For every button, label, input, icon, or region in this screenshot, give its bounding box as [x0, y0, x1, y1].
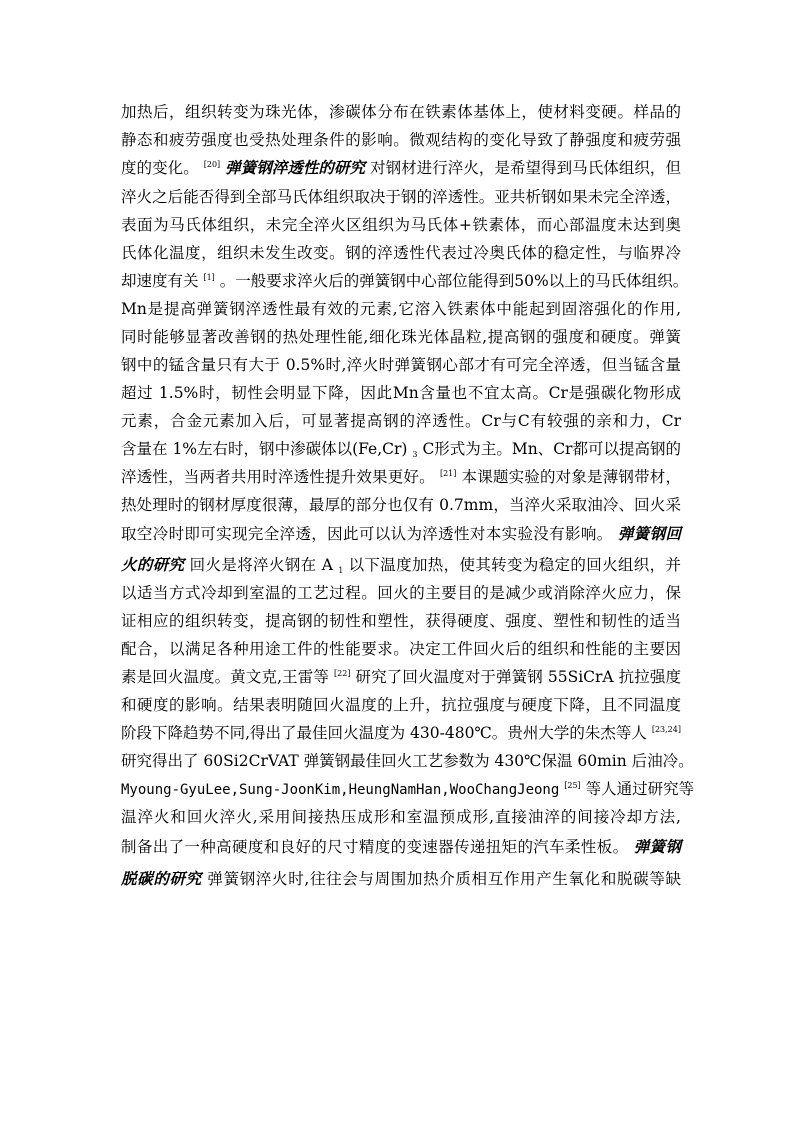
text-line [121, 155, 681, 181]
text-run: 回火是将淬火钢在 A [189, 556, 333, 574]
text-line [121, 268, 689, 294]
section-heading: 脱碳的研究 [121, 870, 202, 888]
text-run: 加热后，组织转变为珠光体，渗碳体分布在铁素体基体上，使材料变硬。样品的 [121, 103, 681, 121]
text-run: 制备出了一种高硬度和良好的尺寸精度的变速器传递扭矩的汽车柔性板。 [121, 838, 629, 856]
text-line [121, 866, 681, 892]
author-names: Myoung-GyuLee,Sung-JoonKim,HeungNamHan,WooChangJeong [121, 782, 560, 798]
text-line [121, 692, 681, 718]
text-line [121, 184, 681, 210]
text-run: 。一般要求淬火后的弹簧钢中心部位能得到50%以上的马氏体组织。 [219, 272, 689, 290]
citation-ref: [21] [439, 469, 457, 478]
text-line [121, 720, 681, 746]
text-line [121, 521, 681, 547]
section-heading: 弹簧钢 [633, 838, 681, 856]
text-line [121, 580, 681, 606]
text-line [121, 99, 681, 125]
text-line [121, 804, 681, 830]
text-run: 和硬度的影响。结果表明随回火温度的上升，抗拉强度与硬度下降，且不同温度 [121, 696, 681, 714]
text-line [121, 636, 681, 662]
text-run: 以下温度加热，使其转变为稳定的回火组织，并 [348, 556, 681, 574]
text-run: 研究得出了 60Si2CrVAT 弹簧钢最佳回火工艺参数为 430℃保温 60min 后油冷。 [121, 752, 694, 770]
citation-ref: [20] [203, 160, 221, 169]
text-line [121, 464, 681, 490]
text-run: 元素，合金元素加入后，可显著提高钢的淬透性。Cr与C有较强的亲和力，Cr [121, 412, 681, 430]
text-run: 温淬火和回火淬火,采用间接热压成形和室温预成形,直接油淬的间接冷却方法, [121, 808, 681, 826]
text-run: C形式为主。Mn、Cr都可以提高钢的 [422, 440, 681, 458]
section-heading: 火的研究 [121, 556, 185, 574]
text-run: 等人通过研究等 [585, 780, 695, 798]
citation-ref: [1] [203, 273, 215, 282]
text-run: 配合，以满足各种用途工件的性能要求。决定工件回火后的组织和性能的主要因 [121, 640, 681, 658]
text-run: 表面为马氏体组织，未完全淬火区组织为马氏体+铁素体，而心部温度未达到奥 [121, 216, 681, 234]
text-line [121, 436, 681, 462]
text-run: 证相应的组织转变，提高钢的韧性和塑性，获得硬度、强度、塑性和韧性的适当 [121, 612, 681, 630]
text-line [121, 608, 681, 634]
text-run: Mn是提高弹簧钢淬透性最有效的元素,它溶入铁素体中能起到固溶强化的作用, [121, 300, 681, 318]
text-run: 阶段下降趋势不同,得出了最佳回火温度为 430-480℃。贵州大学的朱杰等人 [121, 724, 647, 742]
text-line [121, 408, 681, 434]
text-run: 静态和疲劳强度也受热处理条件的影响。微观结构的变化导致了静强度和疲劳强 [121, 131, 681, 149]
text-line [121, 240, 681, 266]
text-line [121, 212, 681, 238]
text-run: 弹簧钢淬火时,往往会与周围加热介质相互作用产生氧化和脱碳等缺 [207, 870, 681, 888]
text-line [121, 492, 681, 518]
text-run: 热处理时的钢材厚度很薄，最厚的部分也仅有 0.7mm，当淬火采取油冷、回火采 [121, 496, 681, 514]
text-run: 度的变化。 [121, 159, 199, 177]
text-run: 取空冷时即可实现完全淬透，因此可以认为淬透性对本实验没有影响。 [121, 525, 613, 543]
section-heading: 弹簧钢淬透性的研究 [225, 159, 366, 177]
text-run: 以适当方式冷却到室温的工艺过程。回火的主要目的是减少或消除淬火应力，保 [121, 584, 681, 602]
text-line [121, 748, 694, 774]
text-run: 含量在 1%左右时，钢中渗碳体以(Fe,Cr) [121, 440, 408, 458]
subscript: 1 [338, 566, 344, 575]
text-line [121, 834, 681, 860]
text-line [121, 552, 681, 578]
citation-ref: [22] [334, 669, 351, 678]
text-line [121, 380, 681, 406]
text-run: 对钢材进行淬火，是希望得到马氏体组织，但 [370, 159, 681, 177]
text-run: 同时能够显著改善钢的热处理性能,细化珠光体晶粒,提高钢的强度和硬度。弹簧 [121, 328, 681, 346]
subscript: 3 [412, 450, 418, 459]
text-run: 却速度有关 [121, 272, 199, 290]
citation-ref: [23,24] [651, 725, 681, 734]
text-run: 本课题实验的对象是薄钢带材， [461, 468, 681, 486]
text-line [121, 296, 681, 322]
text-run: 超过 1.5%时，韧性会明显下降，因此Mn含量也不宜太高。Cr是强碳化物形成 [121, 384, 681, 402]
text-line [121, 324, 681, 350]
text-run: 素是回火温度。黄文克,王雷等 [121, 668, 329, 686]
text-run: 氏体化温度，组织未发生改变。钢的淬透性代表过冷奥氏体的稳定性，与临界冷 [121, 244, 681, 262]
text-line [121, 664, 681, 690]
text-line [121, 127, 681, 153]
section-heading: 弹簧钢回 [617, 525, 681, 543]
text-run: 淬火之后能否得到全部马氏体组织取决于钢的淬透性。亚共析钢如果未完全淬透， [121, 188, 681, 206]
text-run: 淬透性，当两者共用时淬透性提升效果更好。 [121, 468, 435, 486]
citation-ref: [25] [564, 781, 581, 790]
text-run: 钢中的锰含量只有大于 0.5%时,淬火时弹簧钢心部才有可完全淬透，但当锰含量 [121, 356, 681, 374]
text-run: 研究了回火温度对于弹簧钢 55SiCrA 抗拉强度 [355, 668, 681, 686]
text-line [121, 776, 695, 802]
text-line [121, 352, 681, 378]
